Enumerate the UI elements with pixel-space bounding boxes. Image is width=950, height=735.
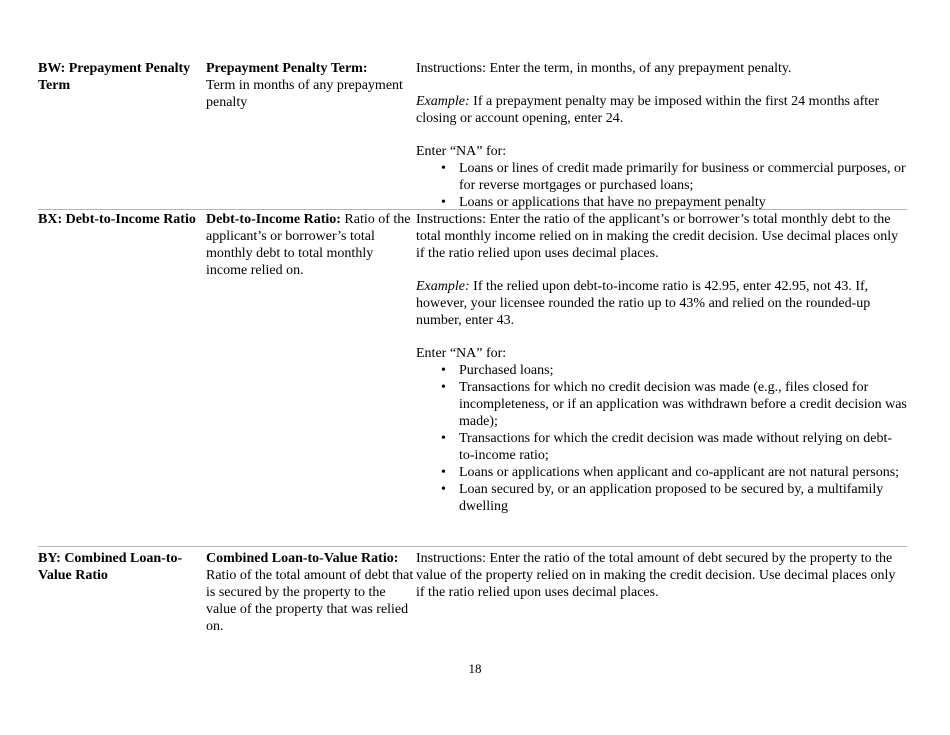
list-item: • Loans or applications when applicant and co-applicant are not natural persons; <box>416 464 907 481</box>
enter-na-label: Enter “NA” for: <box>416 144 507 159</box>
page-number: 18 <box>468 661 482 676</box>
instructions-text: Instructions: Enter the ratio of the applicant’s or borrower’s total monthly debt to the total monthly income relied on in making the credit decision. Use decimal places only if the ratio relied upon uses decimal places. <box>416 212 899 261</box>
field-definitions-table <box>38 57 907 634</box>
list-item: • Transactions for which no credit decision was made (e.g., files closed for incompleteness, or if an application was withdrawn before a credit decision was made); <box>416 379 907 430</box>
list-item: • Loans or lines of credit made primarily for business or commercial purposes, or for reverse mortgages or purchased loans; <box>416 160 907 194</box>
list-item: • Transactions for which the credit decision was made without relying on debt-to-income ratio; <box>416 430 907 464</box>
definition-text: Ratio of the applicant’s or borrower’s total monthly debt to total monthly income relied on. <box>206 212 411 278</box>
instructions-text: Instructions: Enter the term, in months, of any prepayment penalty. <box>416 61 792 76</box>
definition-term: Combined Loan-to-Value Ratio: <box>206 551 399 566</box>
table-row-bx <box>38 209 907 546</box>
field-instructions <box>416 57 907 209</box>
field-instructions <box>416 547 907 629</box>
field-code: BX: Debt-to-Income Ratio <box>38 212 196 227</box>
instructions-text: Instructions: Enter the ratio of the total amount of debt secured by the property to the value of the property relied on in making the credit decision. Use decimal places only if the ratio relied upon uses decimal places. <box>416 551 896 600</box>
enter-na-label: Enter “NA” for: <box>416 346 507 361</box>
list-item: • Purchased loans; <box>416 362 907 379</box>
example-label: Example: <box>416 279 470 294</box>
example-paragraph <box>416 278 907 329</box>
list-item: • Loans or applications that have no prepayment penalty <box>416 194 907 211</box>
field-definition <box>206 210 416 546</box>
field-code: BW: Prepayment Penalty Term <box>38 61 191 93</box>
example-paragraph <box>416 93 907 127</box>
definition-text: Ratio of the total amount of debt that is secured by the property to the value of the property that was relied on. <box>206 568 414 634</box>
na-bullet-list <box>416 362 907 515</box>
example-text: If the relied upon debt-to-income ratio is 42.95, enter 42.95, not 43. If, however, your licensee rounded the ratio up to 43% and relied on the rounded-up number, enter 43. <box>416 279 871 328</box>
field-instructions <box>416 210 907 546</box>
example-label: Example: <box>416 94 470 109</box>
table-row-by <box>38 546 907 634</box>
field-definition <box>206 547 416 634</box>
definition-term: Debt-to-Income Ratio: <box>206 212 341 227</box>
field-definition <box>206 57 416 209</box>
definition-term: Prepayment Penalty Term: <box>206 61 368 76</box>
list-item: • Loan secured by, or an application proposed to be secured by, a multifamily dwelling <box>416 481 907 515</box>
example-text: If a prepayment penalty may be imposed within the first 24 months after closing or account opening, enter 24. <box>416 94 880 126</box>
field-code: BY: Combined Loan-to-Value Ratio <box>38 551 183 583</box>
definition-text: Term in months of any prepayment penalty <box>206 78 403 110</box>
table-row-bw <box>38 57 907 209</box>
na-bullet-list <box>416 160 907 211</box>
